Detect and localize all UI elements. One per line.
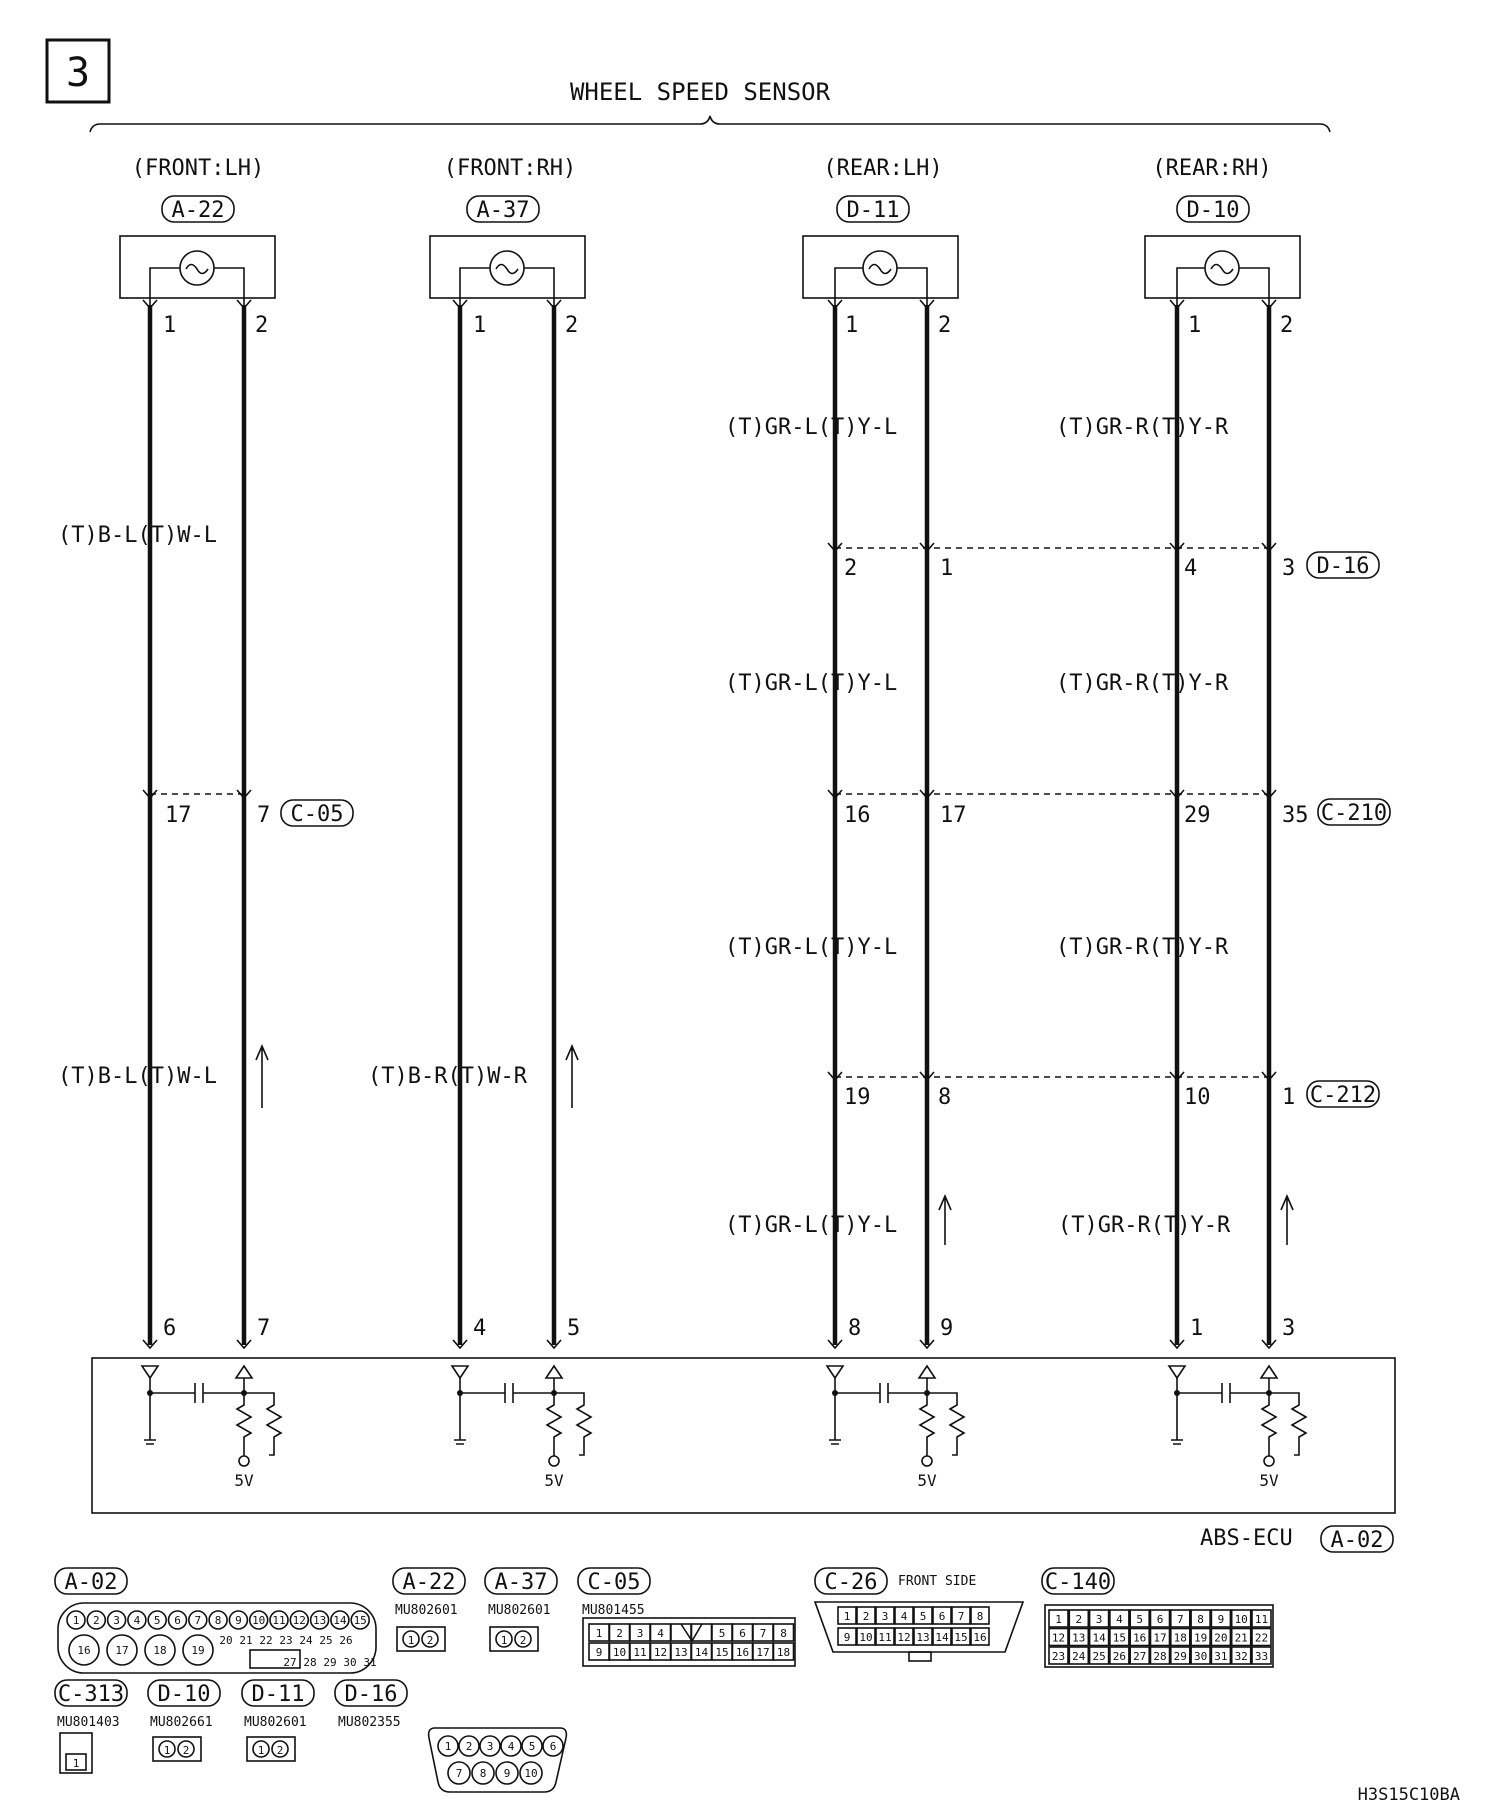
pin-label: 7 bbox=[257, 803, 271, 828]
title-brace bbox=[90, 116, 1330, 132]
svg-text:10: 10 bbox=[859, 1631, 873, 1644]
wire-color-label: (T)GR-R(T)Y-R bbox=[1056, 935, 1229, 960]
signal-arrow-icon bbox=[256, 1046, 268, 1108]
svg-text:2: 2 bbox=[92, 1614, 100, 1627]
supply-voltage-label: 5V bbox=[234, 1471, 254, 1490]
svg-text:6: 6 bbox=[1156, 1613, 1164, 1626]
wire-color-label: (T)GR-L(T)Y-L bbox=[725, 671, 898, 696]
svg-text:1: 1 bbox=[500, 1634, 508, 1647]
svg-text:16: 16 bbox=[77, 1644, 91, 1657]
svg-text:10: 10 bbox=[252, 1614, 266, 1627]
svg-text:9: 9 bbox=[595, 1646, 603, 1659]
wire-color-label: (T)GR-L(T)Y-L bbox=[725, 935, 898, 960]
svg-text:7: 7 bbox=[1176, 1613, 1184, 1626]
ecu-pin-label: 4 bbox=[473, 1316, 487, 1341]
signal-arrow-icon bbox=[939, 1196, 951, 1245]
ecu-label: ABS-ECU bbox=[1200, 1526, 1293, 1551]
svg-text:9: 9 bbox=[235, 1614, 242, 1627]
svg-text:16: 16 bbox=[1133, 1631, 1147, 1645]
signal-arrow-icon bbox=[566, 1046, 578, 1108]
wire-color-label: (T)GR-R(T)Y-R bbox=[1058, 1213, 1231, 1238]
svg-text:20: 20 bbox=[1214, 1631, 1228, 1645]
sensor-front-lh bbox=[120, 156, 275, 338]
ecu-pin-label: 9 bbox=[940, 1316, 954, 1341]
svg-text:1: 1 bbox=[163, 1744, 171, 1757]
svg-text:33: 33 bbox=[1254, 1650, 1269, 1663]
svg-text:26: 26 bbox=[1112, 1650, 1127, 1663]
signal-arrow-icon bbox=[1281, 1196, 1293, 1245]
sensor-box bbox=[1145, 236, 1300, 298]
pin-label: 29 bbox=[1184, 803, 1211, 828]
sensor-position-label: (FRONT:RH) bbox=[443, 156, 577, 181]
svg-text:1: 1 bbox=[72, 1757, 80, 1770]
legend-connector-id: A-22 bbox=[402, 1570, 456, 1595]
legend-part-number: MU802601 bbox=[488, 1603, 551, 1618]
ecu-input-circuit bbox=[1169, 1366, 1306, 1490]
pin-label: 10 bbox=[1184, 1085, 1211, 1110]
wire-color-label: (T)B-L(T)W-L bbox=[58, 523, 217, 548]
svg-text:16: 16 bbox=[735, 1646, 750, 1659]
junction-c-212 bbox=[835, 1077, 1379, 1110]
svg-text:16: 16 bbox=[973, 1631, 987, 1644]
svg-text:13: 13 bbox=[916, 1631, 930, 1644]
svg-text:18: 18 bbox=[153, 1644, 167, 1657]
svg-text:30: 30 bbox=[343, 1656, 357, 1669]
svg-text:5: 5 bbox=[153, 1614, 161, 1627]
supply-voltage-label: 5V bbox=[544, 1471, 564, 1490]
wire-color-label: (T)GR-L(T)Y-L bbox=[725, 415, 898, 440]
svg-text:1: 1 bbox=[257, 1744, 265, 1757]
junction-connector-label: D-16 bbox=[1316, 554, 1370, 579]
svg-text:27: 27 bbox=[1133, 1650, 1147, 1663]
sensor-connector-label: D-10 bbox=[1186, 198, 1240, 223]
svg-text:21: 21 bbox=[1234, 1631, 1248, 1645]
ecu-pin-label: 7 bbox=[257, 1316, 271, 1341]
pin-label: 16 bbox=[844, 803, 871, 828]
wire-color-label: (T)B-L(T)W-L bbox=[58, 1064, 217, 1089]
svg-text:27: 27 bbox=[283, 1656, 297, 1669]
ecu-pin-label: 3 bbox=[1282, 1316, 1296, 1341]
svg-text:2: 2 bbox=[465, 1740, 473, 1753]
svg-text:19: 19 bbox=[1193, 1631, 1208, 1645]
pin-label: 1 bbox=[473, 313, 487, 338]
svg-text:7: 7 bbox=[194, 1614, 202, 1627]
footer-code: H3S15C10BA bbox=[1357, 1785, 1460, 1805]
svg-text:1: 1 bbox=[444, 1740, 452, 1753]
svg-text:23: 23 bbox=[279, 1634, 293, 1647]
sensor-front-rh bbox=[430, 156, 585, 338]
svg-text:30: 30 bbox=[1193, 1650, 1208, 1663]
svg-text:15: 15 bbox=[954, 1631, 968, 1644]
svg-text:2: 2 bbox=[1075, 1613, 1083, 1626]
svg-text:11: 11 bbox=[272, 1614, 286, 1627]
svg-text:8: 8 bbox=[976, 1610, 984, 1623]
pin-label: 2 bbox=[255, 313, 269, 338]
pin-label: 2 bbox=[565, 313, 579, 338]
sensor-connector-label: A-22 bbox=[171, 198, 225, 223]
svg-text:2: 2 bbox=[276, 1744, 284, 1757]
svg-text:2: 2 bbox=[519, 1634, 527, 1647]
svg-text:7: 7 bbox=[455, 1767, 463, 1780]
svg-text:6: 6 bbox=[938, 1610, 946, 1623]
svg-text:28: 28 bbox=[1153, 1650, 1167, 1663]
svg-text:15: 15 bbox=[353, 1614, 367, 1627]
sensor-box bbox=[803, 236, 958, 298]
svg-text:8: 8 bbox=[479, 1767, 487, 1780]
pin-label: 19 bbox=[844, 1085, 871, 1110]
ecu-input-circuit bbox=[452, 1366, 591, 1490]
junction-connector-label: C-212 bbox=[1309, 1083, 1377, 1108]
svg-text:11: 11 bbox=[878, 1631, 892, 1644]
pin-label: 2 bbox=[938, 313, 952, 338]
junction-d-16 bbox=[835, 548, 1379, 581]
svg-text:31: 31 bbox=[1214, 1650, 1228, 1663]
svg-text:6: 6 bbox=[174, 1614, 181, 1627]
svg-text:7: 7 bbox=[957, 1610, 965, 1623]
svg-text:22: 22 bbox=[259, 1634, 273, 1647]
svg-text:29: 29 bbox=[323, 1656, 337, 1669]
abs-ecu-box bbox=[92, 1358, 1395, 1513]
svg-text:13: 13 bbox=[1072, 1631, 1086, 1645]
svg-text:17: 17 bbox=[1153, 1631, 1167, 1645]
pin-label: 2 bbox=[1280, 313, 1294, 338]
wire-color-label: (T)GR-R(T)Y-R bbox=[1056, 415, 1229, 440]
junction-c-210 bbox=[835, 794, 1390, 828]
svg-text:2: 2 bbox=[182, 1744, 190, 1757]
svg-text:14: 14 bbox=[1092, 1631, 1106, 1645]
svg-text:4: 4 bbox=[900, 1610, 908, 1623]
legend-connector-id: C-313 bbox=[57, 1682, 125, 1707]
svg-text:4: 4 bbox=[507, 1740, 515, 1753]
pin-label: 2 bbox=[844, 556, 858, 581]
svg-text:28: 28 bbox=[303, 1656, 317, 1669]
pin-label: 1 bbox=[1282, 1085, 1296, 1110]
svg-text:3: 3 bbox=[636, 1627, 644, 1640]
svg-text:10: 10 bbox=[524, 1767, 538, 1780]
legend-part-number: MU802601 bbox=[244, 1715, 307, 1730]
svg-text:17: 17 bbox=[115, 1644, 129, 1657]
ecu-input-circuit bbox=[142, 1366, 281, 1490]
svg-text:1: 1 bbox=[72, 1614, 80, 1627]
pin-label: 17 bbox=[940, 803, 967, 828]
connector-legend bbox=[55, 1568, 1273, 1792]
legend-part-number: MU802355 bbox=[338, 1715, 401, 1730]
svg-text:19: 19 bbox=[191, 1644, 205, 1657]
svg-text:9: 9 bbox=[1217, 1613, 1225, 1626]
wire-color-label: (T)GR-R(T)Y-R bbox=[1056, 671, 1229, 696]
svg-text:3: 3 bbox=[881, 1610, 889, 1623]
legend-part-number: MU801403 bbox=[57, 1715, 120, 1730]
ecu-pin-label: 8 bbox=[848, 1316, 862, 1341]
pin-label: 1 bbox=[1188, 313, 1202, 338]
svg-text:23: 23 bbox=[1051, 1650, 1066, 1663]
legend-connector-id: D-11 bbox=[251, 1682, 305, 1707]
supply-voltage-label: 5V bbox=[917, 1471, 937, 1490]
pin-label: 17 bbox=[165, 803, 192, 828]
svg-text:18: 18 bbox=[776, 1646, 791, 1659]
page-number: 3 bbox=[65, 50, 91, 96]
legend-note: FRONT SIDE bbox=[898, 1574, 977, 1589]
svg-text:7: 7 bbox=[759, 1627, 767, 1640]
svg-text:14: 14 bbox=[935, 1631, 949, 1644]
ecu-pin-label: 5 bbox=[567, 1316, 581, 1341]
sensor-rear-lh bbox=[803, 156, 958, 338]
legend-connector-id: C-140 bbox=[1044, 1570, 1112, 1595]
svg-text:13: 13 bbox=[312, 1614, 327, 1627]
svg-text:24: 24 bbox=[1072, 1650, 1086, 1663]
svg-text:21: 21 bbox=[239, 1634, 253, 1647]
svg-text:9: 9 bbox=[843, 1631, 851, 1644]
legend-part-number: MU801455 bbox=[582, 1603, 645, 1618]
pin-label: 4 bbox=[1184, 556, 1198, 581]
ecu-input-circuits bbox=[142, 1366, 1306, 1490]
svg-text:14: 14 bbox=[694, 1646, 709, 1659]
svg-text:4: 4 bbox=[657, 1627, 664, 1640]
svg-text:25: 25 bbox=[319, 1634, 333, 1647]
wire-color-label: (T)B-R(T)W-R bbox=[368, 1064, 527, 1089]
svg-text:3: 3 bbox=[1095, 1613, 1103, 1626]
legend-connector-id: D-16 bbox=[344, 1682, 398, 1707]
svg-text:5: 5 bbox=[919, 1610, 927, 1623]
ecu-connector-label: A-02 bbox=[1330, 1528, 1384, 1553]
pin-label: 8 bbox=[938, 1085, 952, 1110]
diagram-title: WHEEL SPEED SENSOR bbox=[569, 78, 831, 106]
svg-text:6: 6 bbox=[739, 1627, 746, 1640]
sensor-connector-label: A-37 bbox=[476, 198, 530, 223]
pin-label: 1 bbox=[845, 313, 859, 338]
sensor-rear-rh bbox=[1145, 156, 1300, 338]
svg-text:14: 14 bbox=[333, 1614, 347, 1627]
svg-text:10: 10 bbox=[612, 1646, 627, 1659]
svg-text:24: 24 bbox=[299, 1634, 313, 1647]
svg-text:32: 32 bbox=[1234, 1650, 1248, 1663]
legend-connector-id: A-02 bbox=[64, 1570, 118, 1595]
svg-text:10: 10 bbox=[1234, 1613, 1248, 1626]
sensor-position-label: (FRONT:LH) bbox=[131, 156, 265, 181]
wire-color-label: (T)GR-L(T)Y-L bbox=[725, 1213, 898, 1238]
pin-label: 3 bbox=[1282, 556, 1296, 581]
legend-connector-id: D-10 bbox=[157, 1682, 211, 1707]
svg-text:1: 1 bbox=[1055, 1613, 1062, 1626]
ecu-input-circuit bbox=[827, 1366, 964, 1490]
junction-connector-label: C-210 bbox=[1320, 801, 1388, 826]
svg-text:1: 1 bbox=[843, 1610, 851, 1623]
svg-text:17: 17 bbox=[756, 1646, 770, 1659]
sensor-position-label: (REAR:RH) bbox=[1152, 156, 1272, 181]
svg-text:4: 4 bbox=[1116, 1613, 1123, 1626]
supply-voltage-label: 5V bbox=[1259, 1471, 1279, 1490]
pin-label: 1 bbox=[163, 313, 177, 338]
svg-text:1: 1 bbox=[407, 1634, 415, 1647]
svg-text:8: 8 bbox=[1197, 1613, 1204, 1626]
svg-text:5: 5 bbox=[528, 1740, 536, 1753]
svg-text:18: 18 bbox=[1173, 1631, 1187, 1645]
svg-text:5: 5 bbox=[718, 1627, 726, 1640]
svg-text:12: 12 bbox=[292, 1614, 306, 1627]
svg-text:31: 31 bbox=[363, 1656, 377, 1669]
legend-part-number: MU802601 bbox=[395, 1603, 458, 1618]
pin-label: 35 bbox=[1282, 803, 1309, 828]
svg-text:26: 26 bbox=[339, 1634, 353, 1647]
svg-text:5: 5 bbox=[1136, 1613, 1144, 1626]
svg-text:3: 3 bbox=[486, 1740, 494, 1753]
legend-connector-id: C-05 bbox=[587, 1570, 641, 1595]
svg-text:29: 29 bbox=[1173, 1650, 1187, 1663]
svg-text:8: 8 bbox=[780, 1627, 787, 1640]
legend-connector-id: C-26 bbox=[824, 1570, 878, 1595]
svg-text:11: 11 bbox=[633, 1646, 647, 1659]
ecu-pin-label: 1 bbox=[1190, 1316, 1204, 1341]
svg-text:2: 2 bbox=[616, 1627, 623, 1640]
sensor-box bbox=[120, 236, 275, 298]
sensor-box bbox=[430, 236, 585, 298]
svg-text:3: 3 bbox=[113, 1614, 120, 1627]
ecu-pin-label: 6 bbox=[163, 1316, 177, 1341]
svg-text:12: 12 bbox=[897, 1631, 911, 1644]
junction-connector-label: C-05 bbox=[290, 802, 344, 827]
svg-text:25: 25 bbox=[1092, 1650, 1106, 1663]
svg-text:1: 1 bbox=[595, 1627, 603, 1640]
svg-text:2: 2 bbox=[426, 1634, 434, 1647]
svg-text:15: 15 bbox=[1112, 1631, 1127, 1645]
svg-text:12: 12 bbox=[1051, 1631, 1066, 1645]
svg-text:12: 12 bbox=[653, 1646, 668, 1659]
svg-text:22: 22 bbox=[1254, 1631, 1269, 1645]
pin-label: 1 bbox=[940, 556, 954, 581]
svg-text:8: 8 bbox=[214, 1614, 222, 1627]
junction-c-05 bbox=[150, 794, 353, 828]
svg-text:11: 11 bbox=[1254, 1613, 1269, 1626]
svg-text:4: 4 bbox=[133, 1614, 141, 1627]
svg-text:6: 6 bbox=[549, 1740, 557, 1753]
legend-part-number: MU802661 bbox=[150, 1715, 213, 1730]
svg-text:2: 2 bbox=[862, 1610, 870, 1623]
sensor-position-label: (REAR:LH) bbox=[823, 156, 943, 181]
svg-text:13: 13 bbox=[674, 1646, 688, 1659]
svg-text:9: 9 bbox=[503, 1767, 511, 1780]
svg-text:15: 15 bbox=[715, 1646, 729, 1659]
legend-connector-id: A-37 bbox=[494, 1570, 548, 1595]
sensor-connector-label: D-11 bbox=[846, 198, 900, 223]
svg-text:20: 20 bbox=[219, 1634, 233, 1647]
